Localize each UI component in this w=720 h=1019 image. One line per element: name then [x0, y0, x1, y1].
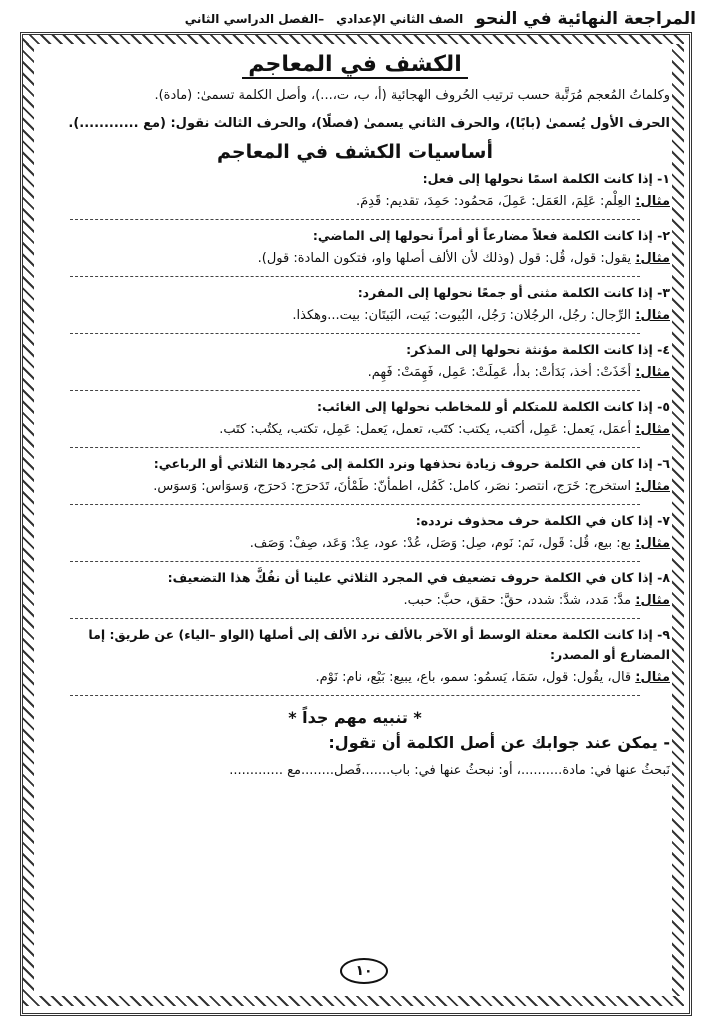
example-text: مدَّ: مَدد، شدَّ: شدد، حقَّ: حقق، حبَّ: حبب. [403, 593, 632, 608]
rule-item [40, 169, 670, 220]
divider [70, 276, 640, 277]
rule-item [40, 340, 670, 391]
answer-line: نَبحثُ عنها في: مادة..........، أو: نبحثُ عنها في: باب.......فَصل........مع ............. [229, 763, 670, 778]
rule-example [40, 305, 670, 327]
example-label: مثال: [635, 194, 670, 209]
example-text: العِلْم: عَلِمَ، العَمَل: عَمِلَ، مَحمُود: حَمِدَ، تقديم: قَدِمَ. [356, 194, 632, 209]
example-text: قال، يقُول: قول، سَمَا، يَسمُو: سمو، باع، يبيع: بَيْع، نام: نَوْم. [315, 670, 632, 685]
example-label: مثال: [635, 479, 670, 494]
rule-title: ٤- إذا كانت الكلمة مؤنثة نحولها إلى المذكر: [406, 342, 670, 357]
rule-title: ٦- إذا كان في الكلمة حروف زيادة نحذفها ونرد الكلمة إلى مُجردها الثلاثي أو الرباعي: [153, 456, 670, 471]
rule-title: ٧- إذا كان في الكلمة حرف محذوف نردده: [415, 513, 670, 528]
rule-item [40, 454, 670, 505]
example-text: يقول: قول، قُل: قول (وذلك لأن الألف أصلها واو، فتكون المادة: قول). [257, 251, 632, 266]
rule-item [40, 397, 670, 448]
rule-example [40, 362, 670, 384]
divider [70, 504, 640, 505]
example-text: أعمَل، يَعمل: عَمِل، أكتب، يكتب: كتَب، تعمل، يَعمل: عَمِل، تكتب، يكتُب: كتَب. [219, 422, 632, 437]
example-label: مثال: [635, 422, 670, 437]
rule-title: ٥- إذا كانت الكلمة للمتكلم أو للمخاطب نحولها إلى الغائب: [316, 399, 670, 414]
rule-example [40, 590, 670, 612]
rule-title: ١- إذا كانت الكلمة اسمًا نحولها إلى فعل: [422, 171, 670, 186]
rule-example [40, 667, 670, 689]
rule-item [40, 511, 670, 562]
rule-item [40, 283, 670, 334]
rule-example [40, 476, 670, 498]
divider [70, 695, 640, 696]
example-label: مثال: [635, 670, 670, 685]
example-label: مثال: [635, 308, 670, 323]
divider [70, 219, 640, 220]
example-label: مثال: [635, 365, 670, 380]
example-text: استخرج: خَرَج، انتصر: نصَر، كامل: كَمُل، اطمأنّ: طَمْأنَ، تَدَحرَج: دَحرَج، وَسوَاس: وَسوَس. [153, 479, 632, 494]
letters-line: الحرف الأول يُسمىٰ (بابًا)، والحرف الثاني يسمىٰ (فصلًا)، والحرف الثالث نقول: (مع ............). [68, 116, 670, 131]
header-term: –الفصل الدراسي الثاني [184, 12, 325, 26]
divider [70, 390, 640, 391]
page-header [24, 6, 696, 32]
rule-example [40, 191, 670, 213]
page-number: ١٠ [340, 958, 388, 984]
rule-item [40, 625, 670, 696]
rule-item [40, 568, 670, 619]
answer-lead: - يمكن عند جوابك عن أصل الكلمة أن تقول: [328, 733, 670, 752]
divider [70, 447, 640, 448]
rule-example [40, 419, 670, 441]
rule-title: ٨- إذا كان في الكلمة حروف تضعيف في المجرد الثلاثي علينا أن نفُكَّ هذا التضعيف: [167, 570, 670, 585]
divider [70, 333, 640, 334]
rule-title: ٣- إذا كانت الكلمة مثنى أو جمعًا نحولها إلى المفرد: [357, 285, 670, 300]
header-main: المراجعة النهائية في النحو [475, 9, 696, 29]
intro-text: وكلماتُ المُعجم مُرَتَّبة حسب ترتيب الحُروف الهجائية (أ، ب، ت،...)، وأصل الكلمة تسمىٰ: (مادة). [154, 88, 670, 103]
example-label: مثال: [635, 251, 670, 266]
section-heading: أساسيات الكشف في المعاجم [216, 141, 493, 163]
page-content [40, 48, 670, 988]
example-label: مثال: [635, 593, 670, 608]
example-text: بع: بيع، قُل: قَول، نَم: نَوم، صِل: وَصَل، عُدْ: عود، عِدْ: وَعَد، صِفْ: وَصَف. [249, 536, 632, 551]
rule-example [40, 533, 670, 555]
rules-list [40, 169, 670, 696]
header-grade: الصف الثاني الإعدادي [336, 12, 464, 26]
rule-example [40, 248, 670, 270]
example-text: أخَذَتْ: أخذ، بَدَأتْ: بدأ، عَمِلَتْ: عَمِل، فَهِمَتْ: فَهِم. [367, 365, 632, 380]
page-title: الكشف في المعاجم [40, 52, 670, 77]
divider [70, 618, 640, 619]
example-text: الرِّجال: رجُل، الرجُلان: رَجُل، البُيوت: بَيت، البَيتَان: بيت...وهكذا. [292, 308, 632, 323]
example-label: مثال: [635, 536, 670, 551]
rule-item [40, 226, 670, 277]
notice-heading: * تنبيه مهم جداً * [288, 708, 422, 727]
rule-title: ٩- إذا كانت الكلمة معتلة الوسط أو الآخر بالألف نرد الألف إلى أصلها (الواو –الياء) عن طريق: إما المضارع أو المصدر: [88, 627, 670, 662]
rule-title: ٢- إذا كانت الكلمة فعلاً مضارعاً أو أمراً نحولها إلى الماضي: [312, 228, 670, 243]
divider [70, 561, 640, 562]
